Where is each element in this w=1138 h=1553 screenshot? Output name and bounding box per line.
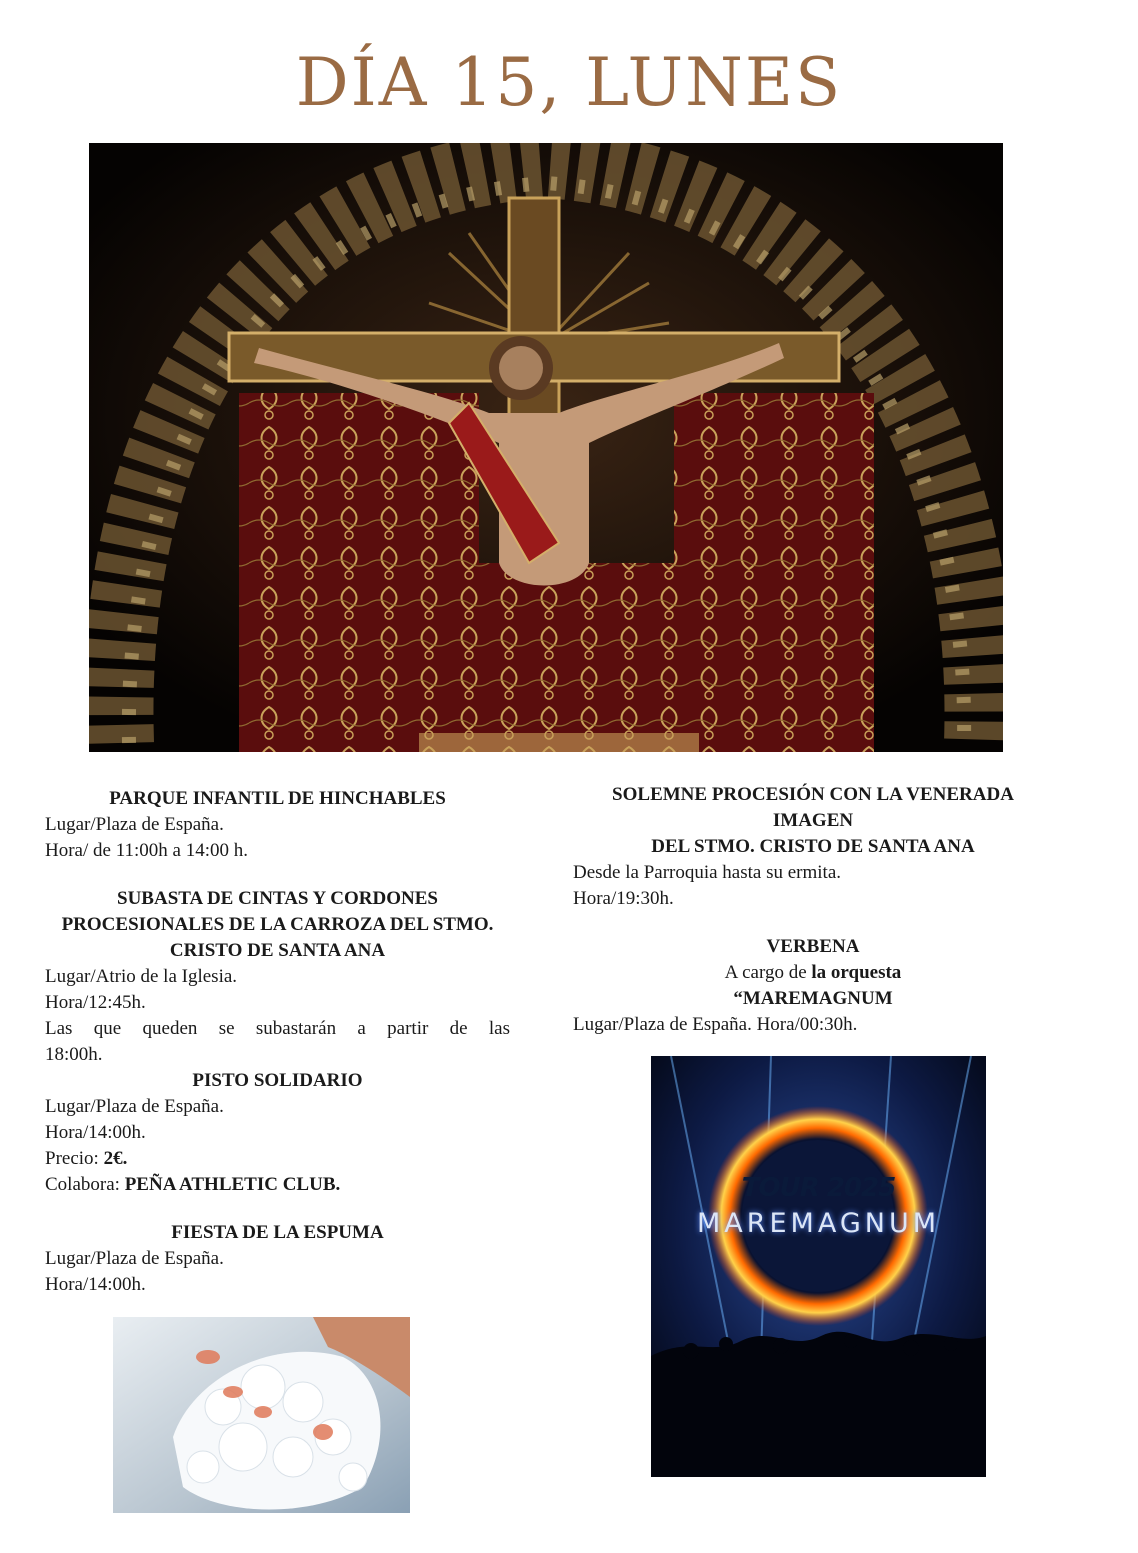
- right-column: [573, 782, 1053, 1038]
- event-place-time: Lugar/Plaza de España. Hora/00:30h.: [573, 1014, 858, 1035]
- event-place: Lugar/Atrio de la Iglesia.: [45, 966, 238, 987]
- event-heading-subasta-l3: CRISTO DE SANTA ANA: [169, 940, 386, 961]
- event-heading-hinchables: PARQUE INFANTIL DE HINCHABLES: [109, 788, 446, 809]
- poster-band-name: MAREMAGNUM: [696, 1208, 941, 1239]
- event-note-line2: 18:00h.: [45, 1044, 103, 1065]
- price-label: Precio:: [45, 1148, 104, 1169]
- event-heading-procesion-l2: IMAGEN: [772, 810, 854, 831]
- price-value: 2€.: [103, 1148, 128, 1169]
- event-heading-verbena: VERBENA: [766, 936, 860, 957]
- event-place: Lugar/Plaza de España.: [45, 814, 224, 835]
- page-title: DÍA 15, LUNES: [295, 44, 843, 121]
- event-heading-subasta-l1: SUBASTA DE CINTAS Y CORDONES: [117, 888, 438, 909]
- event-price: [45, 1146, 510, 1172]
- orchestra-name: “MAREMAGNUM: [733, 988, 893, 1009]
- event-time: Hora/14:00h.: [45, 1122, 146, 1143]
- sponsor-value: PEÑA ATHLETIC CLUB.: [124, 1174, 341, 1195]
- orchestra-label: la orquesta: [811, 962, 902, 983]
- event-time: Hora/ de 11:00h a 14:00 h.: [45, 840, 248, 861]
- crucifix-photo: [89, 143, 1003, 752]
- foam-photo: [113, 1317, 410, 1513]
- poster-tour-text: TOUR 2025: [741, 1173, 896, 1203]
- event-place: Lugar/Plaza de España.: [45, 1096, 224, 1117]
- sponsor-label: Colabora:: [45, 1174, 125, 1195]
- event-time: Hora/12:45h.: [45, 992, 146, 1013]
- event-sponsor: [45, 1172, 510, 1198]
- left-column: [45, 786, 510, 1298]
- event-time: Hora/19:30h.: [573, 888, 674, 909]
- event-orchestra-line: [573, 960, 1053, 986]
- event-heading-pisto: PISTO SOLIDARIO: [192, 1070, 363, 1091]
- event-heading-espuma: FIESTA DE LA ESPUMA: [171, 1222, 384, 1243]
- event-heading-procesion-l3: DEL STMO. CRISTO DE SANTA ANA: [651, 836, 975, 857]
- event-place: Lugar/Plaza de España.: [45, 1248, 224, 1269]
- event-time: Hora/14:00h.: [45, 1274, 146, 1295]
- event-description: Desde la Parroquia hasta su ermita.: [573, 862, 842, 883]
- event-heading-procesion-l1: SOLEMNE PROCESIÓN CON LA VENERADA: [612, 784, 1014, 805]
- maremagnum-poster: [651, 1056, 986, 1477]
- event-heading-subasta-l2: PROCESIONALES DE LA CARROZA DEL STMO.: [61, 914, 494, 935]
- orchestra-prefix: A cargo de: [724, 962, 812, 983]
- event-note-line1: Las que queden se subastarán a partir de las: [45, 1018, 510, 1039]
